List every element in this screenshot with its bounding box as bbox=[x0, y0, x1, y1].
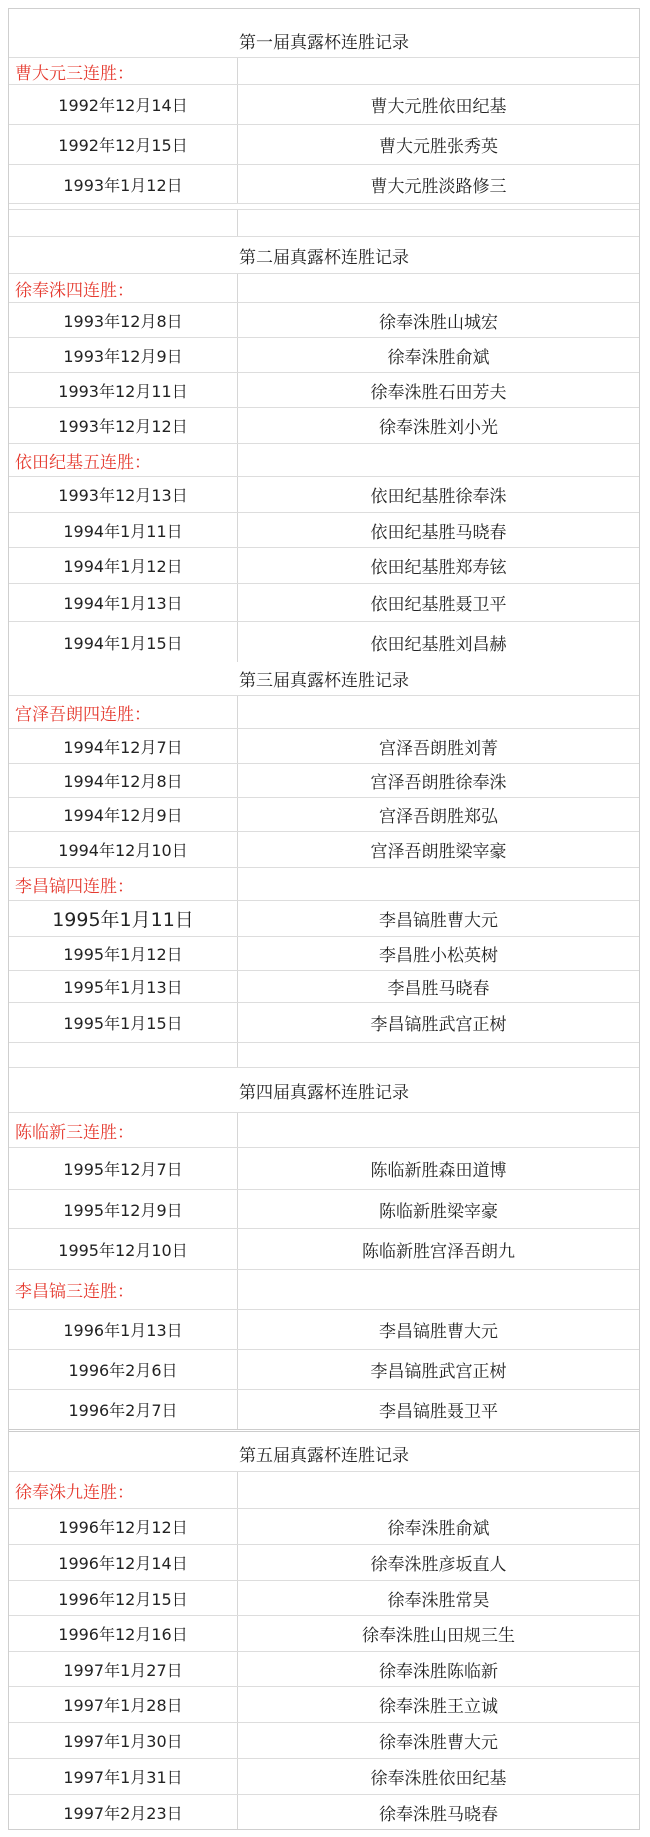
date-cell: 1994年1月12日 bbox=[9, 548, 238, 583]
table-row bbox=[9, 1581, 639, 1616]
result-cell: 李昌镐胜曹大元 bbox=[379, 911, 498, 931]
table-row bbox=[9, 1759, 639, 1795]
result-cell: 李昌镐胜曹大元 bbox=[379, 1322, 498, 1342]
result-cell: 李昌镐胜武宫正树 bbox=[370, 1362, 507, 1382]
date-cell: 1995年1月15日 bbox=[9, 1003, 238, 1042]
result-cell: 依田纪基胜郑寿铉 bbox=[370, 558, 507, 578]
group-heading-text: 陈临新三连胜： bbox=[15, 1122, 134, 1143]
result-cell: 徐奉洙胜常昊 bbox=[387, 1590, 490, 1611]
result-cell: 曹大元胜淡路修三 bbox=[370, 176, 507, 197]
table-row bbox=[9, 832, 639, 868]
group-heading-text: 徐奉洙四连胜： bbox=[15, 280, 134, 301]
date-cell: 1993年12月11日 bbox=[9, 373, 238, 407]
group-heading-text: 宫泽吾朗四连胜： bbox=[15, 704, 151, 725]
result-cell: 曹大元胜依田纪基 bbox=[370, 97, 507, 117]
result-cell: 徐奉洙胜刘小光 bbox=[379, 418, 498, 438]
table-row bbox=[9, 1003, 639, 1043]
table-row bbox=[9, 1350, 639, 1390]
group-heading-text: 徐奉洙九连胜： bbox=[15, 1482, 134, 1503]
date-cell: 1996年2月7日 bbox=[9, 1390, 238, 1429]
result-cell: 李昌胜马晓春 bbox=[387, 979, 490, 999]
result-cell: 李昌镐胜聂卫平 bbox=[379, 1402, 498, 1422]
section-title: 第五届真露杯连胜记录 bbox=[239, 1445, 409, 1466]
records-table bbox=[8, 8, 640, 1830]
table-row bbox=[9, 477, 639, 513]
table-row bbox=[9, 125, 639, 165]
date-cell: 1992年12月15日 bbox=[9, 125, 238, 164]
section-title: 第三届真露杯连胜记录 bbox=[239, 671, 409, 691]
result-cell: 李昌胜小松英树 bbox=[379, 946, 498, 966]
group-heading bbox=[9, 444, 639, 477]
result-cell: 陈临新胜森田道博 bbox=[370, 1161, 507, 1181]
table-row bbox=[9, 303, 639, 338]
date-cell: 1992年12月14日 bbox=[9, 85, 238, 124]
result-cell: 宫泽吾朗胜梁宰豪 bbox=[370, 842, 507, 862]
table-row bbox=[9, 729, 639, 764]
date-cell: 1997年1月28日 bbox=[9, 1687, 238, 1722]
table-row bbox=[9, 971, 639, 1003]
date-cell: 1995年12月7日 bbox=[9, 1148, 238, 1189]
group-heading-text: 李昌镐三连胜： bbox=[15, 1282, 134, 1302]
section-title: 第四届真露杯连胜记录 bbox=[239, 1082, 409, 1103]
table-row bbox=[9, 1148, 639, 1190]
group-heading-text: 依田纪基五连胜： bbox=[15, 452, 151, 473]
group-heading bbox=[9, 1270, 639, 1310]
group-heading bbox=[9, 868, 639, 901]
table-row bbox=[9, 85, 639, 125]
table-row bbox=[9, 548, 639, 584]
result-cell: 宫泽吾朗胜郑弘 bbox=[379, 807, 498, 827]
result-cell: 依田纪基胜聂卫平 bbox=[370, 595, 507, 615]
date-cell: 1995年1月13日 bbox=[9, 971, 238, 1002]
group-heading bbox=[9, 57, 639, 85]
group-heading bbox=[9, 695, 639, 729]
date-cell: 1996年12月16日 bbox=[9, 1616, 238, 1651]
blank-row bbox=[9, 209, 639, 237]
result-cell: 徐奉洙胜彦坂直人 bbox=[370, 1555, 507, 1575]
date-cell: 1993年1月12日 bbox=[9, 165, 238, 203]
table-row bbox=[9, 1687, 639, 1723]
table-row bbox=[9, 1652, 639, 1687]
group-heading bbox=[9, 1471, 639, 1509]
date-cell: 1995年1月11日 bbox=[9, 901, 238, 936]
blank-cell bbox=[238, 210, 639, 236]
table-row bbox=[9, 1723, 639, 1759]
date-cell: 1993年12月8日 bbox=[9, 303, 238, 337]
table-row bbox=[9, 1545, 639, 1581]
date-cell: 1997年1月31日 bbox=[9, 1759, 238, 1794]
table-row bbox=[9, 408, 639, 444]
result-cell: 徐奉洙胜石田芳夫 bbox=[370, 382, 507, 403]
result-cell: 李昌镐胜武宫正树 bbox=[370, 1015, 507, 1035]
result-cell: 徐奉洙胜王立诚 bbox=[379, 1697, 498, 1717]
result-cell: 宫泽吾朗胜徐奉洙 bbox=[370, 773, 507, 793]
result-cell: 徐奉洙胜曹大元 bbox=[379, 1733, 498, 1753]
group-heading-text: 李昌镐四连胜： bbox=[15, 876, 134, 897]
date-cell: 1995年12月10日 bbox=[9, 1229, 238, 1269]
section-title: 第一届真露杯连胜记录 bbox=[239, 32, 409, 53]
blank-cell bbox=[9, 210, 238, 236]
table-row bbox=[9, 1509, 639, 1545]
result-cell: 徐奉洙胜马晓春 bbox=[379, 1804, 498, 1825]
table-row bbox=[9, 165, 639, 204]
date-cell: 1994年1月11日 bbox=[9, 513, 238, 547]
date-cell: 1995年1月12日 bbox=[9, 937, 238, 970]
result-cell: 徐奉洙胜陈临新 bbox=[379, 1661, 498, 1682]
blank-row bbox=[9, 1043, 639, 1068]
result-cell: 依田纪基胜马晓春 bbox=[370, 522, 507, 543]
table-row bbox=[9, 1390, 639, 1432]
date-cell: 1994年12月10日 bbox=[9, 832, 238, 867]
table-row bbox=[9, 937, 639, 971]
date-cell: 1997年1月27日 bbox=[9, 1652, 238, 1686]
date-cell: 1994年12月9日 bbox=[9, 798, 238, 831]
table-row bbox=[9, 1229, 639, 1270]
date-cell: 1995年12月9日 bbox=[9, 1190, 238, 1228]
table-row bbox=[9, 1190, 639, 1229]
date-cell: 1996年2月6日 bbox=[9, 1350, 238, 1389]
table-row bbox=[9, 338, 639, 373]
result-cell: 依田纪基胜刘昌赫 bbox=[370, 634, 507, 655]
date-cell: 1994年1月13日 bbox=[9, 584, 238, 621]
table-row bbox=[9, 513, 639, 548]
date-cell: 1996年12月12日 bbox=[9, 1509, 238, 1544]
date-cell: 1994年1月15日 bbox=[9, 622, 238, 662]
blank-cell bbox=[238, 1043, 639, 1067]
date-cell: 1994年12月7日 bbox=[9, 729, 238, 763]
section-title: 第二届真露杯连胜记录 bbox=[239, 247, 409, 268]
table-row bbox=[9, 584, 639, 622]
result-cell: 依田纪基胜徐奉洙 bbox=[370, 487, 507, 507]
result-cell: 陈临新胜梁宰豪 bbox=[379, 1201, 498, 1222]
date-cell: 1997年1月30日 bbox=[9, 1723, 238, 1758]
date-cell: 1996年12月14日 bbox=[9, 1545, 238, 1580]
date-cell: 1994年12月8日 bbox=[9, 764, 238, 797]
result-cell: 徐奉洙胜山城宏 bbox=[379, 312, 498, 333]
result-cell: 徐奉洙胜俞斌 bbox=[387, 347, 490, 368]
table-row bbox=[9, 1310, 639, 1350]
table-row bbox=[9, 373, 639, 408]
table-row bbox=[9, 1616, 639, 1652]
date-cell: 1993年12月12日 bbox=[9, 408, 238, 443]
date-cell: 1997年2月23日 bbox=[9, 1795, 238, 1829]
table-row bbox=[9, 622, 639, 662]
date-cell: 1993年12月9日 bbox=[9, 338, 238, 372]
table-row bbox=[9, 901, 639, 937]
blank-cell bbox=[9, 1043, 238, 1067]
result-cell: 徐奉洙胜依田纪基 bbox=[370, 1769, 507, 1789]
result-cell: 徐奉洙胜山田规三生 bbox=[362, 1626, 515, 1646]
group-heading bbox=[9, 273, 639, 303]
table-row bbox=[9, 764, 639, 798]
result-cell: 徐奉洙胜俞斌 bbox=[387, 1519, 490, 1539]
table-row bbox=[9, 798, 639, 832]
group-heading bbox=[9, 1112, 639, 1148]
result-cell: 宫泽吾朗胜刘菁 bbox=[379, 738, 498, 759]
result-cell: 曹大元胜张秀英 bbox=[379, 137, 498, 157]
date-cell: 1996年1月13日 bbox=[9, 1310, 238, 1349]
date-cell: 1993年12月13日 bbox=[9, 477, 238, 512]
result-cell: 陈临新胜宫泽吾朗九 bbox=[362, 1241, 515, 1262]
table-row bbox=[9, 1795, 639, 1829]
group-heading-text: 曹大元三连胜： bbox=[15, 63, 134, 84]
date-cell: 1996年12月15日 bbox=[9, 1581, 238, 1615]
